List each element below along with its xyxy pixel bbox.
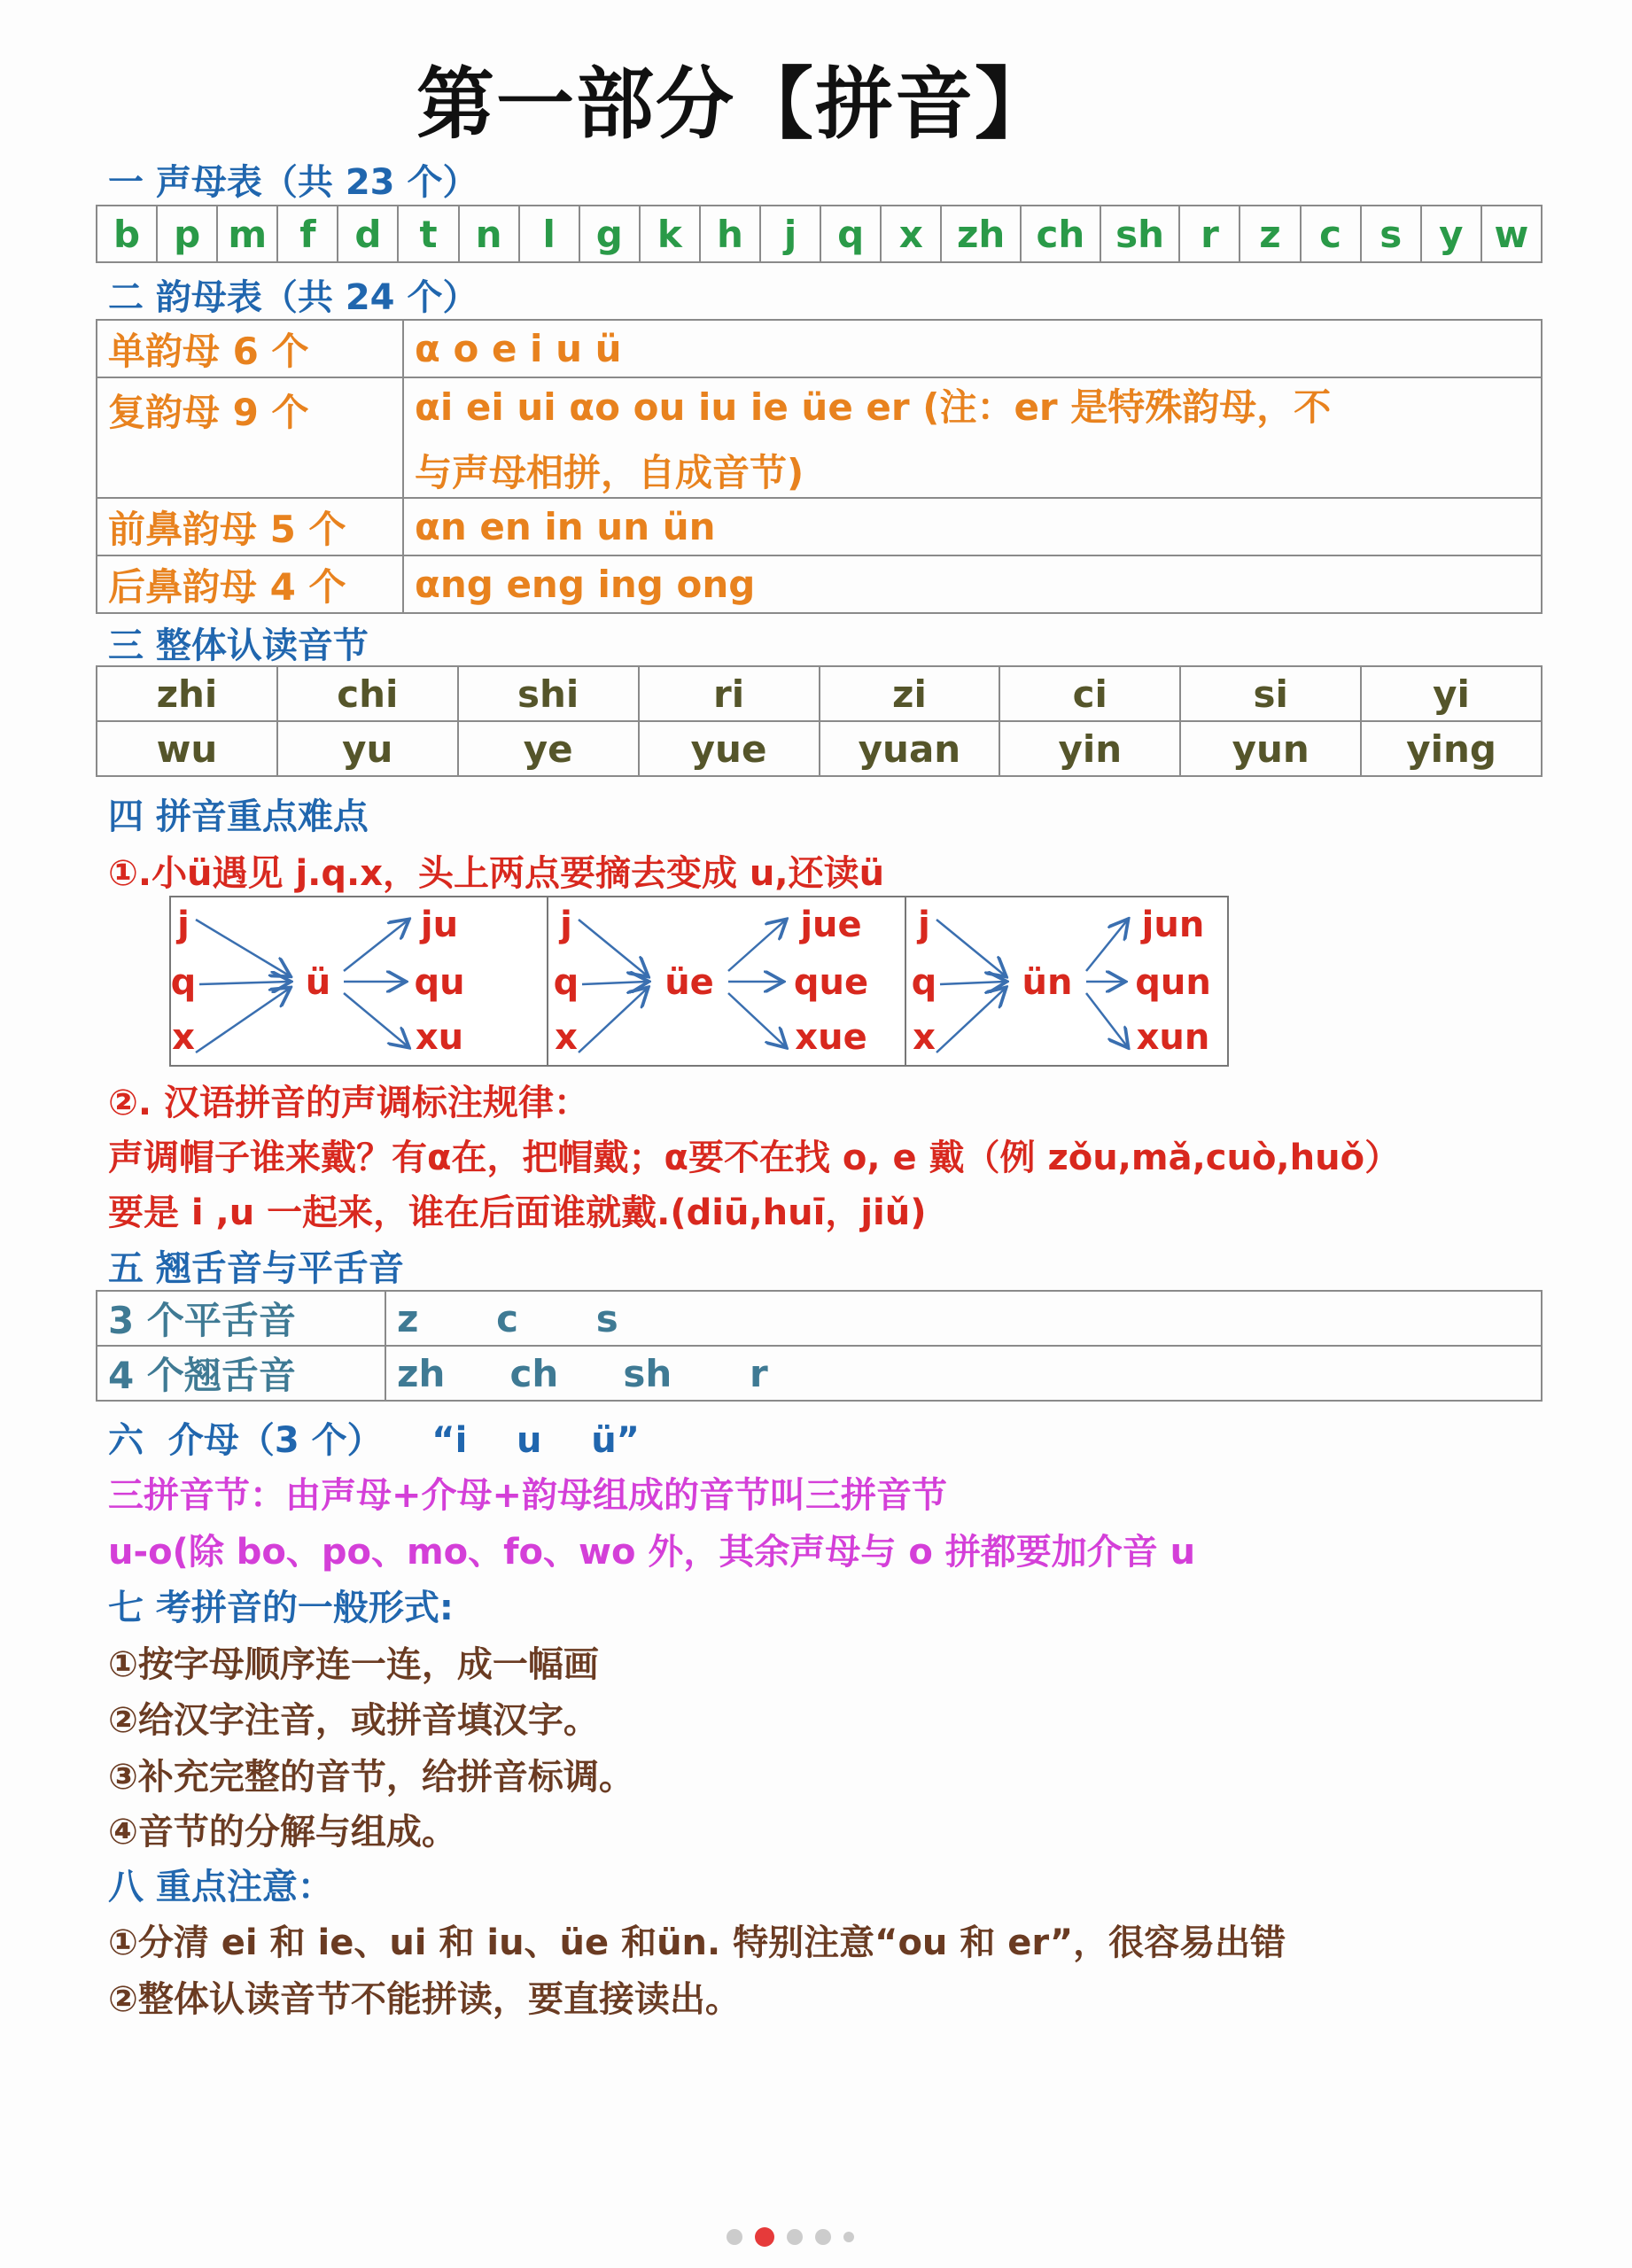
rule-1: ①.小ü遇见 j.q.x，头上两点要摘去变成 u,还读ü: [108, 853, 885, 894]
syllable-cell: yue: [639, 721, 820, 776]
diagram-initial: x: [172, 1017, 195, 1058]
finals-value: αng eng ing ong: [403, 555, 1542, 613]
finals-label: 前鼻韵母 5 个: [97, 498, 403, 555]
tongue-label: 3 个平舌音: [97, 1291, 385, 1346]
rule-2-line-2: 要是 i ,u 一起来，谁在后面谁就戴.(diū,huī，jiǔ): [108, 1192, 927, 1233]
tongue-label: 4 个翘舌音: [97, 1346, 385, 1401]
diagram-result: xun: [1136, 1017, 1210, 1058]
diagram-result: jue: [800, 905, 862, 945]
triple-syllable-note: 三拼音节：由声母+介母+韵母组成的音节叫三拼音节: [108, 1475, 948, 1516]
diagram-final: ün: [1022, 962, 1073, 1003]
initial-cell: q: [820, 206, 881, 262]
initial-cell: ch: [1021, 206, 1100, 262]
tongue-value: zh ch sh r: [385, 1346, 1542, 1401]
syllable-cell: shi: [458, 666, 639, 721]
initial-cell: t: [398, 206, 458, 262]
finals-label: 后鼻韵母 4 个: [97, 555, 403, 613]
syllable-cell: yu: [277, 721, 458, 776]
page-dot-active[interactable]: [755, 2227, 774, 2247]
page-dot[interactable]: [815, 2229, 831, 2245]
section-heading-tongue: 五 翘舌音与平舌音: [108, 1248, 404, 1289]
diagram-final: üe: [664, 962, 714, 1003]
initial-cell: m: [217, 206, 277, 262]
diagram-initial: q: [553, 962, 579, 1003]
section-heading-finals: 二 韵母表（共 24 个）: [108, 277, 478, 318]
section-heading-key-points: 四 拼音重点难点: [108, 796, 369, 837]
exam-form-item: ④音节的分解与组成。: [108, 1812, 457, 1852]
diagram-result: jun: [1141, 905, 1205, 945]
page-dot[interactable]: [787, 2229, 803, 2245]
syllable-cell: si: [1180, 666, 1361, 721]
initial-cell: b: [97, 206, 157, 262]
initial-cell: d: [338, 206, 398, 262]
u-umlaut-diagram: [169, 896, 1229, 1067]
section-heading-notes: 八 重点注意：: [108, 1867, 333, 1907]
section-heading-initials: 一 声母表（共 23 个）: [108, 162, 478, 203]
initial-cell: g: [579, 206, 640, 262]
syllable-cell: chi: [277, 666, 458, 721]
finals-value: αi ei ui αo ou iu ie üe er (注：er 是特殊韵母，不: [415, 385, 1332, 429]
finals-label: 复韵母 9 个: [97, 377, 403, 498]
diagram-result: que: [793, 962, 869, 1003]
diagram-initial: j: [177, 905, 190, 945]
diagram-result: qun: [1135, 962, 1211, 1003]
syllable-cell: ri: [639, 666, 820, 721]
section-heading-exam-forms: 七 考拼音的一般形式:: [108, 1588, 454, 1628]
page-dot[interactable]: [727, 2229, 742, 2245]
syllable-cell: yuan: [820, 721, 1000, 776]
diagram-final: ü: [305, 962, 331, 1003]
initial-cell: r: [1179, 206, 1240, 262]
page-dot[interactable]: [843, 2232, 854, 2242]
diagram-initial: q: [170, 962, 197, 1003]
initial-cell: w: [1481, 206, 1542, 262]
initial-cell: s: [1361, 206, 1421, 262]
diagram-result: xu: [415, 1017, 464, 1058]
finals-value-cont: 与声母相拼，自成音节): [415, 451, 804, 494]
syllable-cell: ying: [1361, 721, 1542, 776]
section-heading-medials: 六 介母（3 个） “i u ü”: [108, 1420, 640, 1461]
initial-cell: f: [277, 206, 338, 262]
syllable-cell: wu: [97, 721, 277, 776]
initial-cell: h: [700, 206, 760, 262]
diagram-initial: x: [555, 1017, 578, 1058]
initial-cell: l: [519, 206, 579, 262]
page-indicator[interactable]: [727, 2227, 854, 2247]
note-item: ②整体认读音节不能拼读，要直接读出。: [108, 1979, 741, 2020]
finals-table: [96, 319, 1543, 614]
exam-form-item: ③补充完整的音节，给拼音标调。: [108, 1757, 634, 1798]
initial-cell: k: [640, 206, 700, 262]
diagram-initial: j: [918, 905, 930, 945]
note-item: ①分清 ei 和 ie、ui 和 iu、üe 和ün. 特别注意“ou 和 er”，很容易出错: [108, 1922, 1286, 1963]
initial-cell: x: [881, 206, 941, 262]
rule-2-heading: ②. 汉语拼音的声调标注规律：: [108, 1083, 589, 1123]
diagram-result: ju: [420, 905, 459, 945]
diagram-result: qu: [414, 962, 465, 1003]
finals-value: α o e i u ü: [403, 320, 1542, 377]
initial-cell: zh: [941, 206, 1021, 262]
tongue-table: [96, 1290, 1543, 1402]
tongue-value: z c s: [385, 1291, 1542, 1346]
syllable-cell: yin: [999, 721, 1180, 776]
initial-cell: c: [1301, 206, 1361, 262]
page-title: 第一部分【拼音】: [416, 58, 1054, 150]
syllable-cell: yun: [1180, 721, 1361, 776]
initial-cell: p: [157, 206, 217, 262]
diagram-initial: j: [560, 905, 572, 945]
diagram-initial: q: [911, 962, 937, 1003]
rule-2-line-1: 声调帽子谁来戴？有α在，把帽戴；α要不在找 o, e 戴（例 zǒu,mǎ,cuò,huǒ）: [108, 1138, 1401, 1178]
syllable-cell: zhi: [97, 666, 277, 721]
initial-cell: sh: [1100, 206, 1180, 262]
initial-cell: z: [1240, 206, 1300, 262]
finals-label: 单韵母 6 个: [97, 320, 403, 377]
initial-cell: n: [459, 206, 519, 262]
diagram-initial: x: [913, 1017, 936, 1058]
syllable-cell: zi: [820, 666, 1000, 721]
initial-cell: y: [1421, 206, 1481, 262]
syllable-cell: yi: [1361, 666, 1542, 721]
initial-cell: j: [760, 206, 820, 262]
exam-form-item: ①按字母顺序连一连，成一幅画: [108, 1644, 599, 1685]
diagram-result: xue: [795, 1017, 867, 1058]
syllable-cell: ci: [999, 666, 1180, 721]
finals-value: αn en in un ün: [403, 498, 1542, 555]
initials-table: [96, 205, 1543, 263]
u-o-note: u-o(除 bo、po、mo、fo、wo 外，其余声母与 o 拼都要加介音 u: [108, 1532, 1196, 1573]
exam-form-item: ②给汉字注音，或拼音填汉字。: [108, 1700, 599, 1741]
whole-syllables-table: [96, 665, 1543, 777]
syllable-cell: ye: [458, 721, 639, 776]
section-heading-whole-syllables: 三 整体认读音节: [108, 625, 369, 666]
